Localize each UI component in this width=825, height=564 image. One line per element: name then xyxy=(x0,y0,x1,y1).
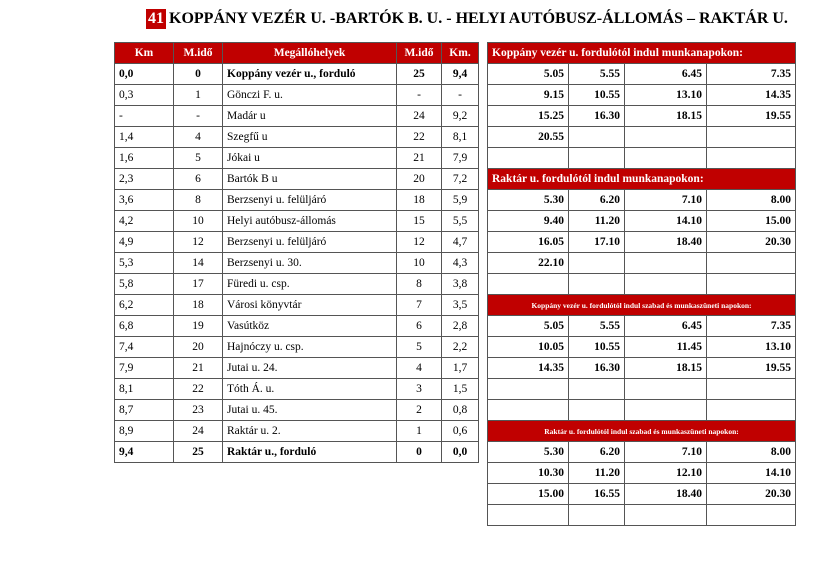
stop-time: 12 xyxy=(174,232,223,253)
stop-name: Tóth Á. u. xyxy=(223,379,397,400)
table-row xyxy=(115,253,479,274)
stop-km-return: 7,9 xyxy=(442,148,479,169)
header-time: M.idő xyxy=(174,43,223,64)
departure-time: 7.10 xyxy=(625,190,707,211)
stop-time-return: 20 xyxy=(397,169,442,190)
departure-time: 16.55 xyxy=(569,484,625,505)
stop-name: Bartók B u xyxy=(223,169,397,190)
stop-km: 2,3 xyxy=(115,169,174,190)
table-row xyxy=(115,211,479,232)
departure-time: 9.40 xyxy=(488,211,569,232)
departure-time: 17.10 xyxy=(569,232,625,253)
stop-km-return: 1,7 xyxy=(442,358,479,379)
departure-time: 5.05 xyxy=(488,64,569,85)
departure-time xyxy=(488,400,569,421)
departure-time: 14.35 xyxy=(707,85,796,106)
stop-name: Hajnóczy u. csp. xyxy=(223,337,397,358)
header-km: Km xyxy=(115,43,174,64)
stop-name: Városi könyvtár xyxy=(223,295,397,316)
stop-km-return: 3,8 xyxy=(442,274,479,295)
departure-time: 20.30 xyxy=(707,484,796,505)
departure-time xyxy=(625,505,707,526)
stop-time-return: 21 xyxy=(397,148,442,169)
stop-time: 19 xyxy=(174,316,223,337)
table-row xyxy=(488,337,796,358)
departure-time: 10.55 xyxy=(569,337,625,358)
stop-name: Raktár u. 2. xyxy=(223,421,397,442)
stop-name: Jutai u. 24. xyxy=(223,358,397,379)
stop-name: Koppány vezér u., forduló xyxy=(223,64,397,85)
departure-time: 22.10 xyxy=(488,253,569,274)
stop-time-return: 24 xyxy=(397,106,442,127)
departure-time xyxy=(707,127,796,148)
table-row xyxy=(115,127,479,148)
table-row xyxy=(115,106,479,127)
stop-km: 1,6 xyxy=(115,148,174,169)
stop-km-return: 0,8 xyxy=(442,400,479,421)
stop-km-return: 2,2 xyxy=(442,337,479,358)
departure-time: 15.25 xyxy=(488,106,569,127)
stop-km: 0,0 xyxy=(115,64,174,85)
page-title xyxy=(146,8,788,30)
table-row xyxy=(115,358,479,379)
header-km-return: Km. xyxy=(442,43,479,64)
stop-time-return: 2 xyxy=(397,400,442,421)
stop-km: 6,8 xyxy=(115,316,174,337)
departure-time xyxy=(488,379,569,400)
stop-km: 5,8 xyxy=(115,274,174,295)
stop-km-return: 0,0 xyxy=(442,442,479,463)
stop-km-return: 0,6 xyxy=(442,421,479,442)
stop-km: 6,2 xyxy=(115,295,174,316)
table-row xyxy=(488,148,796,169)
route-title: KOPPÁNY VEZÉR U. -BARTÓK B. U. - HELYI AUTÓBUSZ-ÁLLOMÁS – RAKTÁR U. xyxy=(169,10,788,27)
stop-name: Füredi u. csp. xyxy=(223,274,397,295)
stop-time: 18 xyxy=(174,295,223,316)
departure-time: 16.05 xyxy=(488,232,569,253)
departure-time: 14.35 xyxy=(488,358,569,379)
stop-km-return: 5,9 xyxy=(442,190,479,211)
table-row xyxy=(488,379,796,400)
stop-km-return: 9,4 xyxy=(442,64,479,85)
departure-time: 6.45 xyxy=(625,64,707,85)
departure-time: 18.40 xyxy=(625,232,707,253)
stop-name: Berzsenyi u. felüljáró xyxy=(223,232,397,253)
departure-time xyxy=(625,253,707,274)
stop-time-return: 5 xyxy=(397,337,442,358)
stop-time: - xyxy=(174,106,223,127)
table-row xyxy=(115,190,479,211)
stop-name: Raktár u., forduló xyxy=(223,442,397,463)
departure-time: 19.55 xyxy=(707,358,796,379)
stop-time-return: 3 xyxy=(397,379,442,400)
stop-time-return: 15 xyxy=(397,211,442,232)
table-row xyxy=(115,85,479,106)
stop-km: 8,7 xyxy=(115,400,174,421)
stop-name: Szegfű u xyxy=(223,127,397,148)
departure-time: 7.35 xyxy=(707,316,796,337)
departure-time: 5.05 xyxy=(488,316,569,337)
stop-km: 4,2 xyxy=(115,211,174,232)
stop-km-return: 3,5 xyxy=(442,295,479,316)
departure-time: 10.30 xyxy=(488,463,569,484)
section-header-row xyxy=(488,421,796,442)
table-row xyxy=(115,232,479,253)
departure-time xyxy=(625,379,707,400)
stop-time-return: 1 xyxy=(397,421,442,442)
stop-km: 7,4 xyxy=(115,337,174,358)
departure-time xyxy=(625,400,707,421)
departure-time: 10.05 xyxy=(488,337,569,358)
stop-time: 23 xyxy=(174,400,223,421)
departure-time xyxy=(707,400,796,421)
stop-time-return: - xyxy=(397,85,442,106)
departure-time xyxy=(569,253,625,274)
departure-time: 18.40 xyxy=(625,484,707,505)
stop-km: 8,1 xyxy=(115,379,174,400)
departure-time xyxy=(488,274,569,295)
departure-time xyxy=(488,148,569,169)
departure-time xyxy=(569,148,625,169)
stop-km: 5,3 xyxy=(115,253,174,274)
departure-time: 19.55 xyxy=(707,106,796,127)
section-title: Koppány vezér u. fordulótól indul munkanapokon: xyxy=(488,43,796,64)
stop-km-return: - xyxy=(442,85,479,106)
stop-km: 9,4 xyxy=(115,442,174,463)
stop-km: 0,3 xyxy=(115,85,174,106)
table-row xyxy=(115,400,479,421)
stops-header-row xyxy=(115,43,479,64)
stop-time-return: 22 xyxy=(397,127,442,148)
header-stops: Megállóhelyek xyxy=(223,43,397,64)
table-row xyxy=(488,463,796,484)
departure-time xyxy=(707,379,796,400)
table-row xyxy=(488,211,796,232)
table-row xyxy=(115,274,479,295)
departure-time xyxy=(707,274,796,295)
table-row xyxy=(488,505,796,526)
departure-time xyxy=(625,274,707,295)
table-row xyxy=(488,64,796,85)
table-row xyxy=(115,421,479,442)
timetable xyxy=(487,42,796,526)
stop-time: 14 xyxy=(174,253,223,274)
stop-time: 25 xyxy=(174,442,223,463)
stop-km: 3,6 xyxy=(115,190,174,211)
departure-time: 18.15 xyxy=(625,358,707,379)
departure-time: 13.10 xyxy=(625,85,707,106)
stop-time-return: 12 xyxy=(397,232,442,253)
stop-time: 24 xyxy=(174,421,223,442)
departure-time: 15.00 xyxy=(488,484,569,505)
departure-time xyxy=(707,148,796,169)
departure-time xyxy=(569,505,625,526)
table-row xyxy=(488,190,796,211)
departure-time: 14.10 xyxy=(625,211,707,232)
stop-time-return: 8 xyxy=(397,274,442,295)
departure-time: 9.15 xyxy=(488,85,569,106)
table-row xyxy=(488,358,796,379)
departure-time: 6.20 xyxy=(569,190,625,211)
stops-table xyxy=(114,42,479,463)
stop-time: 10 xyxy=(174,211,223,232)
stop-time-return: 18 xyxy=(397,190,442,211)
departure-time: 7.10 xyxy=(625,442,707,463)
route-number: 41 xyxy=(148,10,164,27)
stop-time: 0 xyxy=(174,64,223,85)
table-row xyxy=(488,106,796,127)
departure-time xyxy=(569,400,625,421)
table-row xyxy=(488,484,796,505)
table-row xyxy=(115,442,479,463)
departure-time: 11.20 xyxy=(569,211,625,232)
table-row xyxy=(115,295,479,316)
departure-time: 5.30 xyxy=(488,442,569,463)
departure-time: 6.20 xyxy=(569,442,625,463)
departure-time: 10.55 xyxy=(569,85,625,106)
header-time-return: M.idő xyxy=(397,43,442,64)
departure-time xyxy=(488,505,569,526)
departure-time: 6.45 xyxy=(625,316,707,337)
departure-time: 8.00 xyxy=(707,190,796,211)
departure-time: 13.10 xyxy=(707,337,796,358)
departure-time xyxy=(569,127,625,148)
stop-km: 4,9 xyxy=(115,232,174,253)
stop-km-return: 4,7 xyxy=(442,232,479,253)
stop-time: 22 xyxy=(174,379,223,400)
stop-name: Vasútköz xyxy=(223,316,397,337)
stop-time: 1 xyxy=(174,85,223,106)
departure-time: 7.35 xyxy=(707,64,796,85)
table-row xyxy=(488,232,796,253)
departure-time: 18.15 xyxy=(625,106,707,127)
departure-time: 8.00 xyxy=(707,442,796,463)
departure-time xyxy=(625,148,707,169)
table-row xyxy=(115,337,479,358)
departure-time: 11.20 xyxy=(569,463,625,484)
section-header-row xyxy=(488,295,796,316)
section-header-row xyxy=(488,169,796,190)
stop-km: 7,9 xyxy=(115,358,174,379)
stop-time: 4 xyxy=(174,127,223,148)
stop-time-return: 25 xyxy=(397,64,442,85)
section-header-row xyxy=(488,43,796,64)
stop-name: Jutai u. 45. xyxy=(223,400,397,421)
departure-time xyxy=(707,253,796,274)
stop-km-return: 8,1 xyxy=(442,127,479,148)
stop-km: - xyxy=(115,106,174,127)
stop-time: 21 xyxy=(174,358,223,379)
stop-name: Madár u xyxy=(223,106,397,127)
stop-km-return: 2,8 xyxy=(442,316,479,337)
table-row xyxy=(115,64,479,85)
stop-km-return: 9,2 xyxy=(442,106,479,127)
stop-km-return: 7,2 xyxy=(442,169,479,190)
stop-time: 17 xyxy=(174,274,223,295)
table-row xyxy=(488,274,796,295)
departure-time: 20.30 xyxy=(707,232,796,253)
section-title: Koppány vezér u. fordulótól indul szabad és munkaszüneti napokon: xyxy=(488,295,796,316)
departure-time xyxy=(569,379,625,400)
table-row xyxy=(115,169,479,190)
stop-time: 5 xyxy=(174,148,223,169)
departure-time: 5.30 xyxy=(488,190,569,211)
departure-time: 20.55 xyxy=(488,127,569,148)
stop-km-return: 5,5 xyxy=(442,211,479,232)
departure-time: 16.30 xyxy=(569,106,625,127)
stop-name: Berzsenyi u. felüljáró xyxy=(223,190,397,211)
departure-time xyxy=(625,127,707,148)
stop-time: 6 xyxy=(174,169,223,190)
table-row xyxy=(488,400,796,421)
departure-time: 11.45 xyxy=(625,337,707,358)
table-row xyxy=(115,148,479,169)
table-row xyxy=(488,253,796,274)
table-row xyxy=(115,316,479,337)
stop-name: Helyi autóbusz-állomás xyxy=(223,211,397,232)
stop-km-return: 4,3 xyxy=(442,253,479,274)
departure-time xyxy=(707,505,796,526)
section-title: Raktár u. fordulótól indul munkanapokon: xyxy=(488,169,796,190)
departure-time xyxy=(569,274,625,295)
stop-time: 8 xyxy=(174,190,223,211)
stop-km-return: 1,5 xyxy=(442,379,479,400)
stop-time: 20 xyxy=(174,337,223,358)
stop-time-return: 10 xyxy=(397,253,442,274)
stop-name: Berzsenyi u. 30. xyxy=(223,253,397,274)
departure-time: 12.10 xyxy=(625,463,707,484)
stop-name: Gönczi F. u. xyxy=(223,85,397,106)
departure-time: 5.55 xyxy=(569,316,625,337)
table-row xyxy=(488,127,796,148)
stop-time-return: 0 xyxy=(397,442,442,463)
table-row xyxy=(488,442,796,463)
departure-time: 14.10 xyxy=(707,463,796,484)
section-title: Raktár u. fordulótól indul szabad és munkaszüneti napokon: xyxy=(488,421,796,442)
table-row xyxy=(115,379,479,400)
stop-km: 1,4 xyxy=(115,127,174,148)
table-row xyxy=(488,316,796,337)
stop-name: Jókai u xyxy=(223,148,397,169)
stop-time-return: 4 xyxy=(397,358,442,379)
departure-time: 16.30 xyxy=(569,358,625,379)
departure-time: 15.00 xyxy=(707,211,796,232)
stop-time-return: 6 xyxy=(397,316,442,337)
departure-time: 5.55 xyxy=(569,64,625,85)
table-row xyxy=(488,85,796,106)
stop-time-return: 7 xyxy=(397,295,442,316)
stop-km: 8,9 xyxy=(115,421,174,442)
